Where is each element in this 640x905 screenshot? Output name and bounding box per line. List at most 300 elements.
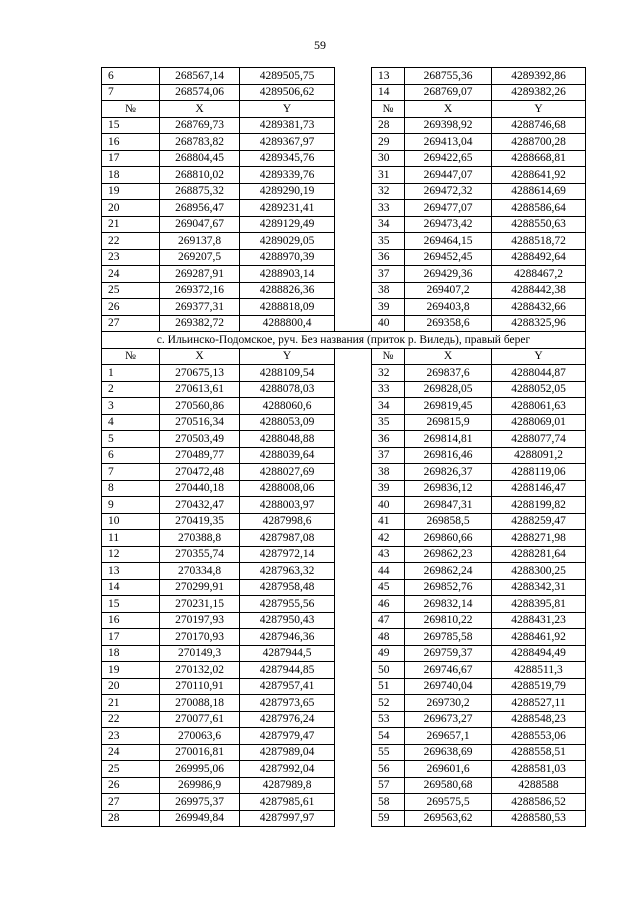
- point-number-cell: 5: [102, 431, 160, 448]
- table-header-row: [102, 348, 586, 365]
- y-coordinate-cell: 4288048,88: [240, 431, 335, 448]
- x-coordinate-cell: 269746,67: [405, 662, 492, 679]
- y-coordinate-cell: 4288586,64: [492, 200, 586, 217]
- y-coordinate-cell: 4288395,81: [492, 596, 586, 613]
- header-x-cell: X: [160, 348, 240, 365]
- point-number-cell: 8: [102, 480, 160, 497]
- spacer-cell: [335, 249, 372, 266]
- y-coordinate-cell: 4287950,43: [240, 612, 335, 629]
- point-number-cell: 53: [372, 711, 405, 728]
- x-coordinate-cell: 269673,27: [405, 711, 492, 728]
- x-coordinate-cell: 269785,58: [405, 629, 492, 646]
- point-number-cell: 15: [102, 596, 160, 613]
- table-row: [102, 777, 586, 794]
- x-coordinate-cell: 270110,91: [160, 678, 240, 695]
- section-title-row: [102, 332, 586, 349]
- point-number-cell: 11: [102, 530, 160, 547]
- point-number-cell: 28: [372, 117, 405, 134]
- point-number-cell: 57: [372, 777, 405, 794]
- spacer-cell: [335, 233, 372, 250]
- point-number-cell: 46: [372, 596, 405, 613]
- x-coordinate-cell: 270560,86: [160, 398, 240, 415]
- point-number-cell: 13: [102, 563, 160, 580]
- x-coordinate-cell: 268783,82: [160, 134, 240, 151]
- x-coordinate-cell: 268755,36: [405, 68, 492, 85]
- x-coordinate-cell: 269847,31: [405, 497, 492, 514]
- y-coordinate-cell: 4288518,72: [492, 233, 586, 250]
- x-coordinate-cell: 269860,66: [405, 530, 492, 547]
- y-coordinate-cell: 4288077,74: [492, 431, 586, 448]
- x-coordinate-cell: 269398,92: [405, 117, 492, 134]
- table-row: [102, 431, 586, 448]
- x-coordinate-cell: 269949,84: [160, 810, 240, 827]
- y-coordinate-cell: 4287958,48: [240, 579, 335, 596]
- y-coordinate-cell: 4288467,2: [492, 266, 586, 283]
- point-number-cell: 2: [102, 381, 160, 398]
- x-coordinate-cell: 269862,23: [405, 546, 492, 563]
- x-coordinate-cell: 268567,14: [160, 68, 240, 85]
- table-row: [102, 414, 586, 431]
- point-number-cell: 1: [102, 365, 160, 382]
- y-coordinate-cell: 4287944,85: [240, 662, 335, 679]
- point-number-cell: 18: [102, 645, 160, 662]
- point-number-cell: 18: [102, 167, 160, 184]
- y-coordinate-cell: 4287957,41: [240, 678, 335, 695]
- y-coordinate-cell: 4287973,65: [240, 695, 335, 712]
- x-coordinate-cell: 270472,48: [160, 464, 240, 481]
- y-coordinate-cell: 4288511,3: [492, 662, 586, 679]
- table-row: [102, 761, 586, 778]
- y-coordinate-cell: 4288548,23: [492, 711, 586, 728]
- x-coordinate-cell: 270516,34: [160, 414, 240, 431]
- y-coordinate-cell: 4288442,38: [492, 282, 586, 299]
- y-coordinate-cell: 4288818,09: [240, 299, 335, 316]
- point-number-cell: 19: [102, 662, 160, 679]
- x-coordinate-cell: 269429,36: [405, 266, 492, 283]
- point-number-cell: 24: [102, 266, 160, 283]
- point-number-cell: 33: [372, 381, 405, 398]
- spacer-cell: [335, 645, 372, 662]
- x-coordinate-cell: 268956,47: [160, 200, 240, 217]
- point-number-cell: 24: [102, 744, 160, 761]
- table-row: [102, 695, 586, 712]
- point-number-cell: 9: [102, 497, 160, 514]
- x-coordinate-cell: 269826,37: [405, 464, 492, 481]
- y-coordinate-cell: 4289382,26: [492, 84, 586, 101]
- x-coordinate-cell: 269382,72: [160, 315, 240, 332]
- point-number-cell: 7: [102, 84, 160, 101]
- header-number-cell: №: [102, 101, 160, 118]
- spacer-cell: [335, 662, 372, 679]
- y-coordinate-cell: 4288614,69: [492, 183, 586, 200]
- point-number-cell: 59: [372, 810, 405, 827]
- x-coordinate-cell: 270231,15: [160, 596, 240, 613]
- header-x-cell: X: [160, 101, 240, 118]
- y-coordinate-cell: 4288553,06: [492, 728, 586, 745]
- spacer-cell: [335, 266, 372, 283]
- x-coordinate-cell: 269377,31: [160, 299, 240, 316]
- point-number-cell: 47: [372, 612, 405, 629]
- table-row: [102, 794, 586, 811]
- x-coordinate-cell: 269858,5: [405, 513, 492, 530]
- table-row: [102, 480, 586, 497]
- x-coordinate-cell: 269862,24: [405, 563, 492, 580]
- point-number-cell: 50: [372, 662, 405, 679]
- table-row: [102, 183, 586, 200]
- x-coordinate-cell: 269207,5: [160, 249, 240, 266]
- spacer-cell: [335, 183, 372, 200]
- x-coordinate-cell: 269287,91: [160, 266, 240, 283]
- table-row: [102, 134, 586, 151]
- point-number-cell: 42: [372, 530, 405, 547]
- spacer-cell: [335, 777, 372, 794]
- x-coordinate-cell: 269995,06: [160, 761, 240, 778]
- y-coordinate-cell: 4288281,64: [492, 546, 586, 563]
- table-row: [102, 464, 586, 481]
- spacer-cell: [335, 167, 372, 184]
- x-coordinate-cell: 269810,22: [405, 612, 492, 629]
- x-coordinate-cell: 269638,69: [405, 744, 492, 761]
- y-coordinate-cell: 4287989,04: [240, 744, 335, 761]
- spacer-cell: [335, 315, 372, 332]
- point-number-cell: 21: [102, 216, 160, 233]
- point-number-cell: 27: [102, 794, 160, 811]
- header-y-cell: Y: [492, 101, 586, 118]
- y-coordinate-cell: 4288800,4: [240, 315, 335, 332]
- y-coordinate-cell: 4288053,09: [240, 414, 335, 431]
- spacer-cell: [335, 447, 372, 464]
- coordinates-table: [101, 67, 586, 827]
- y-coordinate-cell: 4289339,76: [240, 167, 335, 184]
- spacer-cell: [335, 365, 372, 382]
- point-number-cell: 13: [372, 68, 405, 85]
- y-coordinate-cell: 4288271,98: [492, 530, 586, 547]
- point-number-cell: 30: [372, 150, 405, 167]
- spacer-cell: [335, 464, 372, 481]
- point-number-cell: 40: [372, 315, 405, 332]
- x-coordinate-cell: 269852,76: [405, 579, 492, 596]
- point-number-cell: 17: [102, 629, 160, 646]
- spacer-cell: [335, 282, 372, 299]
- point-number-cell: 25: [102, 282, 160, 299]
- x-coordinate-cell: 270432,47: [160, 497, 240, 514]
- spacer-cell: [335, 398, 372, 415]
- x-coordinate-cell: 269740,04: [405, 678, 492, 695]
- table-row: [102, 398, 586, 415]
- x-coordinate-cell: 268810,02: [160, 167, 240, 184]
- x-coordinate-cell: 269832,14: [405, 596, 492, 613]
- y-coordinate-cell: 4287944,5: [240, 645, 335, 662]
- y-coordinate-cell: 4288558,51: [492, 744, 586, 761]
- spacer-cell: [335, 480, 372, 497]
- table-row: [102, 662, 586, 679]
- header-number-cell: №: [102, 348, 160, 365]
- spacer-cell: [335, 695, 372, 712]
- x-coordinate-cell: 268875,32: [160, 183, 240, 200]
- table-row: [102, 365, 586, 382]
- x-coordinate-cell: 270088,18: [160, 695, 240, 712]
- point-number-cell: 32: [372, 183, 405, 200]
- spacer-cell: [335, 200, 372, 217]
- header-number-cell: №: [372, 101, 405, 118]
- y-coordinate-cell: 4288494,49: [492, 645, 586, 662]
- point-number-cell: 48: [372, 629, 405, 646]
- x-coordinate-cell: 269452,45: [405, 249, 492, 266]
- y-coordinate-cell: 4288461,92: [492, 629, 586, 646]
- table-row: [102, 530, 586, 547]
- y-coordinate-cell: 4288668,81: [492, 150, 586, 167]
- table-row: [102, 579, 586, 596]
- x-coordinate-cell: 268769,73: [160, 117, 240, 134]
- spacer-cell: [335, 513, 372, 530]
- point-number-cell: 34: [372, 398, 405, 415]
- table-row: [102, 678, 586, 695]
- point-number-cell: 6: [102, 68, 160, 85]
- point-number-cell: 22: [102, 233, 160, 250]
- y-coordinate-cell: 4288527,11: [492, 695, 586, 712]
- y-coordinate-cell: 4289129,49: [240, 216, 335, 233]
- point-number-cell: 56: [372, 761, 405, 778]
- spacer-cell: [335, 810, 372, 827]
- table-row: [102, 546, 586, 563]
- point-number-cell: 37: [372, 447, 405, 464]
- x-coordinate-cell: 269477,07: [405, 200, 492, 217]
- x-coordinate-cell: 269137,8: [160, 233, 240, 250]
- y-coordinate-cell: 4289290,19: [240, 183, 335, 200]
- table-row: [102, 645, 586, 662]
- x-coordinate-cell: 270063,6: [160, 728, 240, 745]
- point-number-cell: 26: [102, 777, 160, 794]
- point-number-cell: 29: [372, 134, 405, 151]
- spacer-cell: [335, 299, 372, 316]
- table-row: [102, 68, 586, 85]
- point-number-cell: 33: [372, 200, 405, 217]
- point-number-cell: 44: [372, 563, 405, 580]
- y-coordinate-cell: 4289506,62: [240, 84, 335, 101]
- x-coordinate-cell: 270675,13: [160, 365, 240, 382]
- y-coordinate-cell: 4288069,01: [492, 414, 586, 431]
- spacer-cell: [335, 711, 372, 728]
- table-row: [102, 282, 586, 299]
- table-row: [102, 84, 586, 101]
- x-coordinate-cell: 270388,8: [160, 530, 240, 547]
- point-number-cell: 51: [372, 678, 405, 695]
- header-x-cell: X: [405, 101, 492, 118]
- x-coordinate-cell: 269047,67: [160, 216, 240, 233]
- y-coordinate-cell: 4287992,04: [240, 761, 335, 778]
- point-number-cell: 12: [102, 546, 160, 563]
- y-coordinate-cell: 4287946,36: [240, 629, 335, 646]
- table-row: [102, 266, 586, 283]
- point-number-cell: 27: [102, 315, 160, 332]
- point-number-cell: 54: [372, 728, 405, 745]
- point-number-cell: 38: [372, 282, 405, 299]
- table-row: [102, 315, 586, 332]
- header-y-cell: Y: [240, 101, 335, 118]
- point-number-cell: 25: [102, 761, 160, 778]
- table-row: [102, 810, 586, 827]
- x-coordinate-cell: 269407,2: [405, 282, 492, 299]
- point-number-cell: 43: [372, 546, 405, 563]
- point-number-cell: 16: [102, 134, 160, 151]
- point-number-cell: 23: [102, 249, 160, 266]
- y-coordinate-cell: 4288586,52: [492, 794, 586, 811]
- y-coordinate-cell: 4288119,06: [492, 464, 586, 481]
- x-coordinate-cell: 270440,18: [160, 480, 240, 497]
- x-coordinate-cell: 270489,77: [160, 447, 240, 464]
- spacer-cell: [335, 431, 372, 448]
- y-coordinate-cell: 4288008,06: [240, 480, 335, 497]
- header-y-cell: Y: [240, 348, 335, 365]
- table-row: [102, 728, 586, 745]
- x-coordinate-cell: 269563,62: [405, 810, 492, 827]
- x-coordinate-cell: 269836,12: [405, 480, 492, 497]
- x-coordinate-cell: 270299,91: [160, 579, 240, 596]
- point-number-cell: 35: [372, 414, 405, 431]
- x-coordinate-cell: 269580,68: [405, 777, 492, 794]
- x-coordinate-cell: 269814,81: [405, 431, 492, 448]
- y-coordinate-cell: 4288325,96: [492, 315, 586, 332]
- spacer-cell: [335, 546, 372, 563]
- y-coordinate-cell: 4289381,73: [240, 117, 335, 134]
- y-coordinate-cell: 4288431,23: [492, 612, 586, 629]
- point-number-cell: 10: [102, 513, 160, 530]
- point-number-cell: 41: [372, 513, 405, 530]
- spacer-cell: [335, 579, 372, 596]
- spacer-cell: [335, 117, 372, 134]
- x-coordinate-cell: 269422,65: [405, 150, 492, 167]
- y-coordinate-cell: 4287972,14: [240, 546, 335, 563]
- x-coordinate-cell: 269816,46: [405, 447, 492, 464]
- spacer-cell: [335, 728, 372, 745]
- y-coordinate-cell: 4288550,63: [492, 216, 586, 233]
- point-number-cell: 39: [372, 299, 405, 316]
- point-number-cell: 22: [102, 711, 160, 728]
- table-row: [102, 497, 586, 514]
- point-number-cell: 3: [102, 398, 160, 415]
- y-coordinate-cell: 4287989,8: [240, 777, 335, 794]
- spacer-cell: [335, 744, 372, 761]
- point-number-cell: 45: [372, 579, 405, 596]
- x-coordinate-cell: 270613,61: [160, 381, 240, 398]
- y-coordinate-cell: 4288519,79: [492, 678, 586, 695]
- table-row: [102, 447, 586, 464]
- point-number-cell: 39: [372, 480, 405, 497]
- y-coordinate-cell: 4288259,47: [492, 513, 586, 530]
- point-number-cell: 32: [372, 365, 405, 382]
- point-number-cell: 17: [102, 150, 160, 167]
- spacer-cell: [335, 761, 372, 778]
- y-coordinate-cell: 4288432,66: [492, 299, 586, 316]
- y-coordinate-cell: 4287979,47: [240, 728, 335, 745]
- point-number-cell: 38: [372, 464, 405, 481]
- spacer-cell: [335, 101, 372, 118]
- section-title: с. Ильинско-Подомское, руч. Без названия (приток р. Виледь), правый берег: [102, 332, 586, 349]
- x-coordinate-cell: 270170,93: [160, 629, 240, 646]
- x-coordinate-cell: 269828,05: [405, 381, 492, 398]
- y-coordinate-cell: 4288492,64: [492, 249, 586, 266]
- y-coordinate-cell: 4287998,6: [240, 513, 335, 530]
- header-number-cell: №: [372, 348, 405, 365]
- spacer-cell: [335, 216, 372, 233]
- table-row: [102, 249, 586, 266]
- spacer-cell: [335, 381, 372, 398]
- spacer-cell: [335, 612, 372, 629]
- point-number-cell: 16: [102, 612, 160, 629]
- y-coordinate-cell: 4289367,97: [240, 134, 335, 151]
- x-coordinate-cell: 269472,32: [405, 183, 492, 200]
- y-coordinate-cell: 4288003,97: [240, 497, 335, 514]
- y-coordinate-cell: 4288199,82: [492, 497, 586, 514]
- y-coordinate-cell: 4289029,05: [240, 233, 335, 250]
- table-row: [102, 233, 586, 250]
- y-coordinate-cell: 4288700,28: [492, 134, 586, 151]
- x-coordinate-cell: 270077,61: [160, 711, 240, 728]
- y-coordinate-cell: 4288091,2: [492, 447, 586, 464]
- x-coordinate-cell: 269575,5: [405, 794, 492, 811]
- y-coordinate-cell: 4287976,24: [240, 711, 335, 728]
- y-coordinate-cell: 4288052,05: [492, 381, 586, 398]
- x-coordinate-cell: 269986,9: [160, 777, 240, 794]
- y-coordinate-cell: 4288044,87: [492, 365, 586, 382]
- x-coordinate-cell: 269837,6: [405, 365, 492, 382]
- y-coordinate-cell: 4288078,03: [240, 381, 335, 398]
- point-number-cell: 14: [372, 84, 405, 101]
- y-coordinate-cell: 4287955,56: [240, 596, 335, 613]
- y-coordinate-cell: 4288027,69: [240, 464, 335, 481]
- x-coordinate-cell: 268804,45: [160, 150, 240, 167]
- x-coordinate-cell: 268574,06: [160, 84, 240, 101]
- table-row: [102, 563, 586, 580]
- x-coordinate-cell: 269413,04: [405, 134, 492, 151]
- y-coordinate-cell: 4288588: [492, 777, 586, 794]
- point-number-cell: 58: [372, 794, 405, 811]
- point-number-cell: 55: [372, 744, 405, 761]
- point-number-cell: 21: [102, 695, 160, 712]
- x-coordinate-cell: 270149,3: [160, 645, 240, 662]
- x-coordinate-cell: 270132,02: [160, 662, 240, 679]
- x-coordinate-cell: 270016,81: [160, 744, 240, 761]
- x-coordinate-cell: 269372,16: [160, 282, 240, 299]
- spacer-cell: [335, 794, 372, 811]
- table-row: [102, 200, 586, 217]
- spacer-cell: [335, 596, 372, 613]
- x-coordinate-cell: 270503,49: [160, 431, 240, 448]
- point-number-cell: 19: [102, 183, 160, 200]
- y-coordinate-cell: 4288826,36: [240, 282, 335, 299]
- point-number-cell: 4: [102, 414, 160, 431]
- table-row: [102, 117, 586, 134]
- y-coordinate-cell: 4289345,76: [240, 150, 335, 167]
- point-number-cell: 31: [372, 167, 405, 184]
- y-coordinate-cell: 4288746,68: [492, 117, 586, 134]
- y-coordinate-cell: 4287997,97: [240, 810, 335, 827]
- table-row: [102, 612, 586, 629]
- x-coordinate-cell: 269601,6: [405, 761, 492, 778]
- table-row: [102, 744, 586, 761]
- y-coordinate-cell: 4289392,86: [492, 68, 586, 85]
- x-coordinate-cell: 269759,37: [405, 645, 492, 662]
- page-number: 59: [314, 38, 326, 52]
- y-coordinate-cell: 4288580,53: [492, 810, 586, 827]
- x-coordinate-cell: 269358,6: [405, 315, 492, 332]
- point-number-cell: 49: [372, 645, 405, 662]
- y-coordinate-cell: 4288641,92: [492, 167, 586, 184]
- y-coordinate-cell: 4288061,63: [492, 398, 586, 415]
- x-coordinate-cell: 269730,2: [405, 695, 492, 712]
- spacer-cell: [335, 84, 372, 101]
- table-row: [102, 513, 586, 530]
